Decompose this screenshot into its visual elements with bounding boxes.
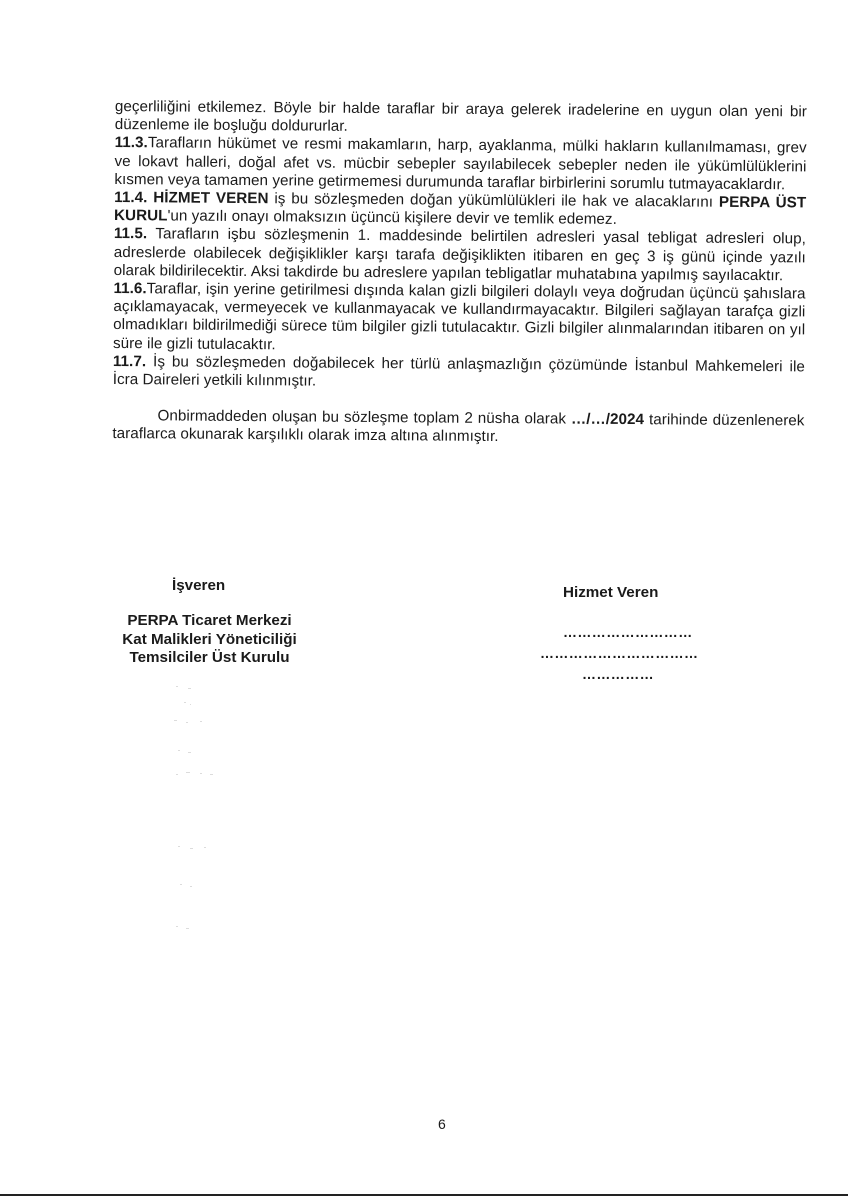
clause-text: Taraflar, işin yerine getirilmesi dışında kalan gizli bilgileri dolaylı veya doğrudan üçüncü şahıslara açıklamayacak, vermeyecek ve kullanmayacak ve kullandırmayacaktır. Bilgileri sağlayan tarafça gizli olmadıkları bildirilmediği sürece tüm bilgiler gizli tutulacaktır. Gizli bilgiler alınmalarından itibaren on yıl süre ile gizli tutulacaktır. <box>113 280 806 353</box>
closing-text-cont: tarihinde düzenlenerek taraflarca okunarak karşılıklı olarak imza altına alınmıştır. <box>112 411 805 446</box>
clause-number: 11.4. <box>114 189 148 207</box>
clause-11-5 <box>114 225 806 285</box>
employer-title: İşveren <box>172 577 226 594</box>
clause-text: iş bu sözleşmeden doğan yükümlülükleri ile hak ve alacaklarını <box>268 190 719 211</box>
provider-signature-line: ……………………… <box>563 624 693 640</box>
clause-text: Tarafların hükümet ve resmi makamların, harp, ayaklanma, mülki hakların kullanılmaması, grev ve lokavt halleri, doğal afet vs. mücbir sebepler sayılabilecek sebepler neden ile yükümlülüklerini kısmen veya tamamen yerine getirmemesi durumunda taraflar birbirlerini sorumlu tutmayacaklardır. <box>114 134 807 194</box>
page-number: 6 <box>438 1116 446 1132</box>
clause-11-3 <box>114 134 806 194</box>
clause-11-7 <box>113 353 805 395</box>
provider-title: Hizmet Veren <box>563 584 659 601</box>
clause-number: 11.6. <box>113 280 147 298</box>
closing-statement <box>112 407 804 449</box>
closing-text: Onbirmaddeden oluşan bu sözleşme toplam 2 nüsha olarak <box>157 407 572 428</box>
employer-org-line: Temsilciler Üst Kurulu <box>129 649 290 666</box>
clause-11-4 <box>114 189 806 231</box>
clause-number: 11.7. <box>112 352 147 371</box>
clause-text: İş bu sözleşmeden doğabilecek her türlü anlaşmazlığın çözümünde İstanbul Mahkemeleri ile İcra Daireleri yetkili kılınmıştır. <box>112 353 805 390</box>
closing-date: …/…/2024 <box>570 410 645 429</box>
clause-number: 11.5. <box>113 225 148 243</box>
employer-org-line: Kat Malikleri Yöneticiliği <box>122 630 297 648</box>
contract-body <box>112 98 807 449</box>
paragraph-text: geçerliliğini etkilemez. Böyle bir halde taraflar bir araya gelerek iradelerine en uygun olan yeni bir düzenleme ile boşluğu doldururlar. <box>114 98 807 136</box>
scan-noise <box>170 680 250 940</box>
employer-org-line: PERPA Ticaret Merkezi <box>127 612 292 629</box>
paragraph-continuation <box>115 98 807 140</box>
clause-text-cont: 'un yazılı onayı olmaksızın üçüncü kişilere devir ve temlik edemez. <box>167 207 617 229</box>
party-name-board: PERPA ÜST KURUL <box>114 193 807 225</box>
provider-signature-line: …………………………… <box>540 645 699 661</box>
scan-edge-line <box>0 1194 848 1196</box>
clause-11-6 <box>113 280 806 358</box>
employer-organization <box>107 612 312 668</box>
clause-text: Tarafların işbu sözleşmenin 1. maddesinde belirtilen adresleri yasal tebligat adresleri olup, adreslerde olabilecek değişiklikler karşı tarafa değişiklikten itibaren en geç 3 iş günü içinde yazılı olarak bildirilecektir. Aksi takdirde bu adreslere yapılan tebligatlar muhatabına yapılmış sayılacaktır. <box>113 225 806 285</box>
party-name-provider: HİZMET VEREN <box>153 189 269 208</box>
clause-number: 11.3. <box>114 134 148 152</box>
provider-signature-line: …………… <box>582 666 654 682</box>
